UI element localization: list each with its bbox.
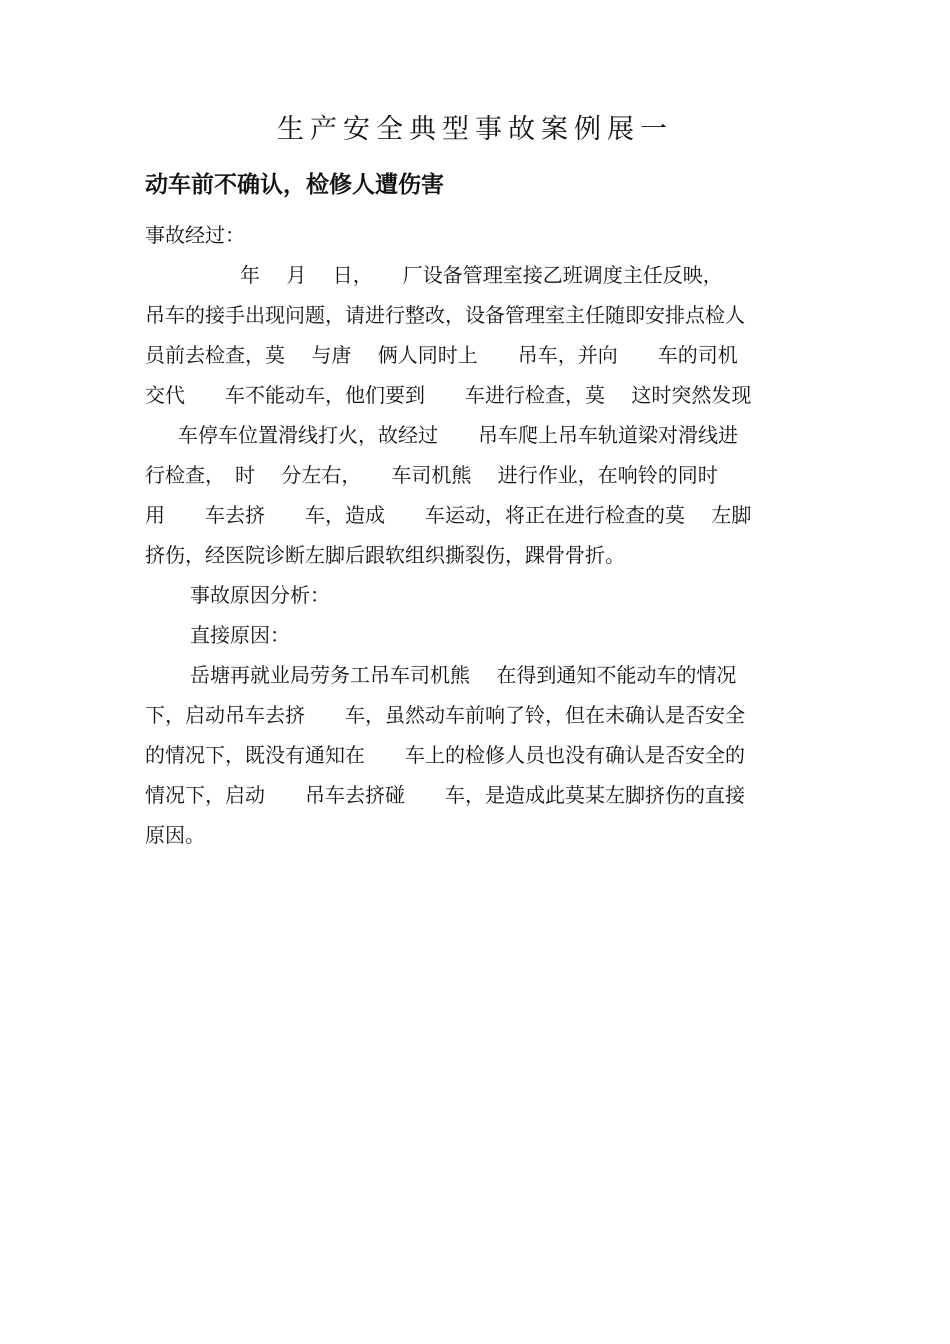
cause-line: 的情况下，既没有通知在 车上的检修人员也没有确认是否安全的 — [145, 743, 745, 767]
cause-line: 情况下，启动 吊车去挤碰 车，是造成此莫某左脚挤伤的直接 — [145, 783, 745, 807]
narrative-line: 吊车的接手出现问题，请进行整改，设备管理室主任随即安排点检人 — [145, 303, 745, 327]
narrative-line: 车停车位置滑线打火，故经过 吊车爬上吊车轨道梁对滑线进 — [178, 423, 738, 447]
cause-line: 下，启动吊车去挤 车，虽然动车前响了铃，但在未确认是否安全 — [145, 703, 745, 727]
case-subtitle: 动车前不确认，检修人遭伤害 — [145, 172, 444, 198]
cause-line: 岳塘再就业局劳务工吊车司机熊 在得到通知不能动车的情况 — [190, 663, 737, 687]
narrative-line: 行检查， 时 分左右， 车司机熊 进行作业，在响铃的同时 — [145, 463, 718, 487]
narrative-line: 年 月 日， 厂设备管理室接乙班调度主任反映， — [240, 263, 723, 287]
narrative-line: 挤伤，经医院诊断左脚后跟软组织撕裂伤，踝骨骨折。 — [145, 543, 625, 567]
direct-cause-heading: 直接原因： — [190, 623, 290, 647]
cause-line: 原因。 — [145, 823, 205, 847]
narrative-line: 用 车去挤 车，造成 车运动，将正在进行检查的莫 左脚 — [145, 503, 752, 527]
cause-heading: 事故原因分析： — [190, 583, 330, 607]
narrative-line: 交代 车不能动车，他们要到 车进行检查，莫 这时突然发现 — [145, 383, 752, 407]
section-label: 事故经过： — [145, 223, 245, 247]
document-title: 生产安全典型事故案例展一 — [277, 114, 673, 145]
narrative-line: 员前去检查，莫 与唐 俩人同时上 吊车，并向 车的司机 — [145, 343, 738, 367]
